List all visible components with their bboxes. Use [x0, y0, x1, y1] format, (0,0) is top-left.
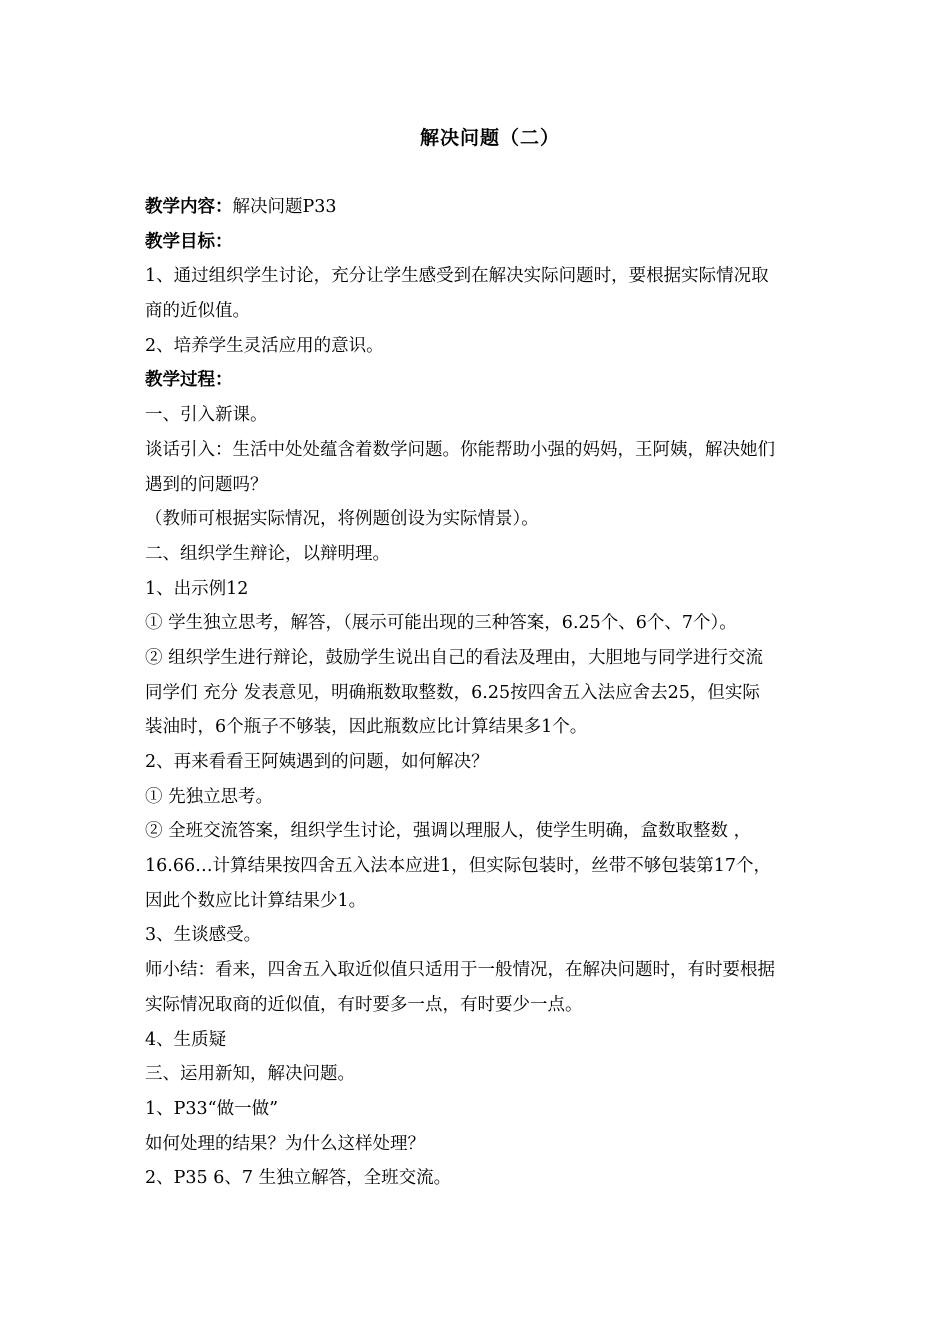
process-line: ② 组织学生进行辩论，鼓励学生说出自己的看法及理由，大胆地与同学进行交流	[145, 647, 764, 668]
teaching-content-line	[145, 190, 815, 225]
process-line: ② 全班交流答案，组织学生讨论，强调以理服人，使学生明确，盒数取整数 ，	[145, 821, 752, 842]
teaching-content-value: 解决问题P33	[232, 197, 337, 217]
process-line: 因此个数应比计算结果少1。	[145, 890, 367, 911]
process-line: 二、组织学生辩论，以辩明理。	[145, 543, 390, 564]
goals-line: 1、通过组织学生讨论，充分让学生感受到在解决实际问题时，要根据实际情况取	[145, 266, 769, 287]
process-line: （教师可根据实际情况，将例题创设为实际情景）。	[145, 509, 539, 530]
process-line: ① 学生独立思考，解答，（展示可能出现的三种答案，6.25个、6个、7个）。	[145, 613, 737, 634]
process-line: 三、运用新知，解决问题。	[145, 1064, 355, 1085]
process-line: 2、再来看看王阿姨遇到的问题，如何解决？	[145, 752, 489, 772]
process-line: 1、P33“做一做”	[145, 1098, 279, 1119]
process-line: 3、生谈感受。	[145, 925, 262, 946]
process-line: 16.66…计算结果按四舍五入法本应进1，但实际包装时，丝带不够包装第17个，	[145, 856, 771, 877]
goals-line: 2、培养学生灵活应用的意识。	[145, 335, 384, 356]
process-line: 如何处理的结果？为什么这样处理？	[145, 1133, 425, 1154]
process-line: 师小结：看来，四舍五入取近似值只适用于一般情况，在解决问题时，有时要根据	[145, 960, 775, 981]
process-line: 遇到的问题吗？	[145, 474, 268, 495]
process-line: 谈话引入：生活中处处蕴含着数学问题。你能帮助小强的妈妈，王阿姨，解决她们	[145, 439, 775, 460]
process-line: 装油时，6个瓶子不够装，因此瓶数应比计算结果多1个。	[145, 717, 588, 738]
process-line: 一、引入新课。	[145, 405, 268, 426]
document-body	[145, 190, 815, 1196]
process-line: 1、出示例12	[145, 578, 249, 599]
document-title: 解决问题（二）	[419, 127, 560, 149]
process-line: 2、P35 6、7 生独立解答，全班交流。	[145, 1168, 452, 1189]
teaching-goals-label: 教学目标：	[145, 231, 233, 252]
process-line: 实际情况取商的近似值，有时要多一点，有时要少一点。	[145, 994, 583, 1015]
process-line: ① 先独立思考。	[145, 786, 274, 807]
process-line: 同学们 充分 发表意见，明确瓶数取整数，6.25按四舍五入法应舍去25，但实际	[145, 682, 760, 703]
goals-line: 商的近似值。	[145, 301, 250, 322]
teaching-content-label: 教学内容：	[145, 197, 233, 217]
process-line: 4、生质疑	[145, 1029, 227, 1050]
teaching-process-label: 教学过程：	[145, 370, 233, 391]
